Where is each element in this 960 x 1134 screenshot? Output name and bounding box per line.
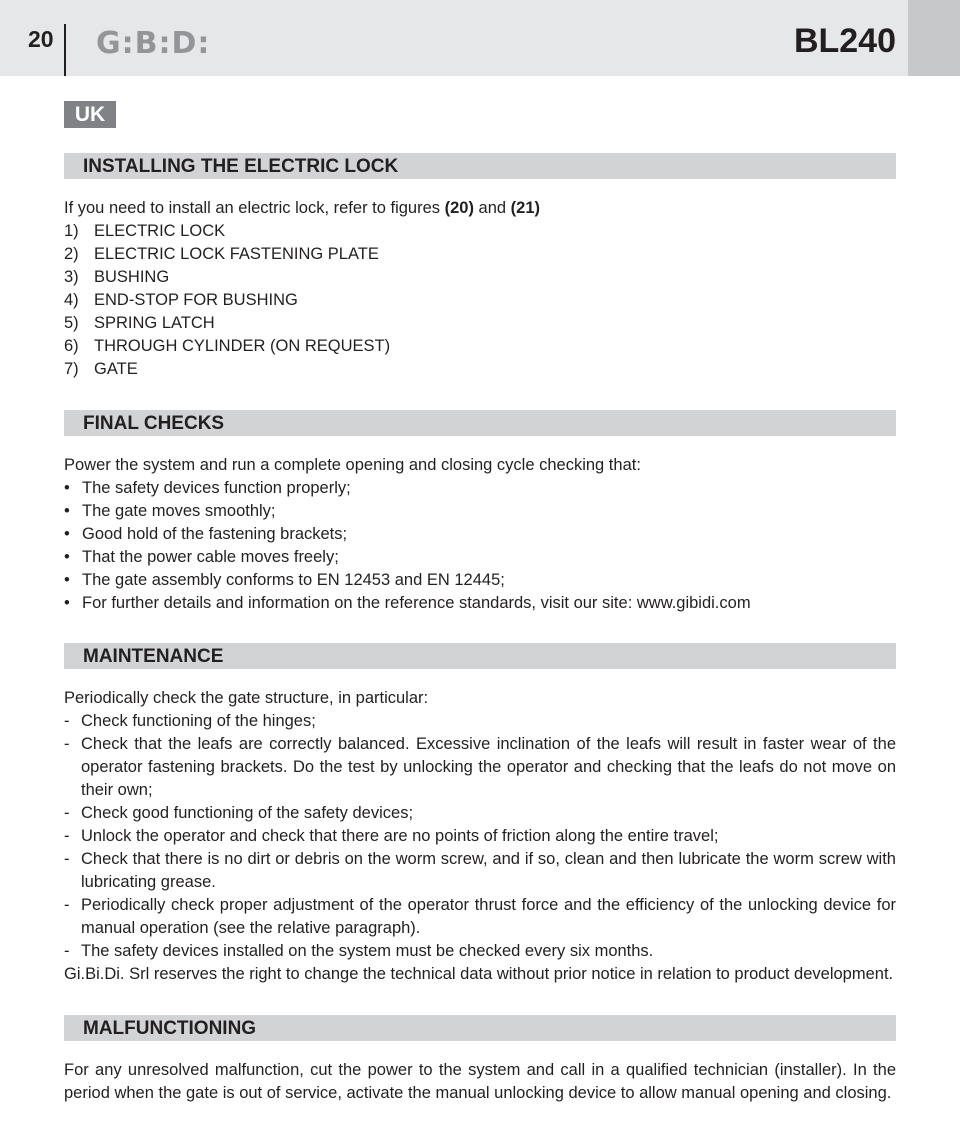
list-item: 6) THROUGH CYLINDER (ON REQUEST) [64,337,391,355]
intro-and: and [473,199,511,217]
intro-text: If you need to install an electric lock, refer to figures [64,199,445,217]
section-title-malfunctioning: MALFUNCTIONING [64,1015,896,1041]
final-checks-list [64,477,896,615]
maintenance-intro: Periodically check the gate structure, in particular: [64,689,429,707]
list-item: • The gate moves smoothly; [64,502,276,520]
list-item: 1) ELECTRIC LOCK [64,222,226,240]
header-tab [908,0,960,76]
list-item: 3) BUSHING [64,268,170,286]
document-content [64,153,896,1134]
section-malfunctioning [64,1015,896,1105]
list-item: - Check functioning of the hinges; [64,712,316,730]
final-checks-intro: Power the system and run a complete opening and closing cycle checking that: [64,456,641,474]
list-item: 2) ELECTRIC LOCK FASTENING PLATE [64,245,379,263]
list-item: • The safety devices function properly; [64,479,351,497]
section-title-maintenance: MAINTENANCE [64,643,896,669]
list-item: - Unlock the operator and check that there are no points of friction along the entire travel; [64,827,719,845]
malfunctioning-text: For any unresolved malfunction, cut the power to the system and call in a qualified technician (installer). In the period when the gate is out of service, activate the manual unlocking device to allow manual opening and closing. [64,1061,896,1102]
figure-ref-20: (20) [444,199,474,217]
page-header [0,0,960,76]
list-item: • For further details and information on the reference standards, visit our site: www.gibidi.com [64,594,751,612]
list-item: 5) SPRING LATCH [64,314,215,332]
section-maintenance [64,643,896,986]
list-item: • Good hold of the fastening brackets; [64,525,348,543]
language-badge: UK [64,101,116,128]
section-electric-lock [64,153,896,381]
section-title-final-checks: FINAL CHECKS [64,410,896,436]
list-item: 4) END-STOP FOR BUSHING [64,291,298,309]
list-item: - Check that there is no dirt or debris on the worm screw, and if so, clean and then lubricate the worm screw with lubricating grease. [64,850,896,891]
list-item: • The gate assembly conforms to EN 12453 and EN 12445; [64,571,505,589]
technical-data-note: Gi.Bi.Di. Srl reserves the right to change the technical data without prior notice in relation to product development. [64,965,894,983]
page-number: 20 [28,26,54,52]
list-item: - Check that the leafs are correctly balanced. Excessive inclination of the leafs will result in faster wear of the operator fastening brackets. Do the test by unlocking the operator and checking that the leafs do not move on their own; [64,735,896,799]
maintenance-list [64,710,896,963]
gibidi-logo: G:B:D: [96,26,211,61]
list-item: - The safety devices installed on the system must be checked every six months. [64,942,654,960]
figure-ref-21: (21) [510,199,540,217]
list-item: - Periodically check proper adjustment of the operator thrust force and the efficiency of the unlocking device for manual operation (see the relative paragraph). [64,896,896,937]
header-divider [64,24,66,76]
list-item: 7) GATE [64,360,138,378]
electric-lock-parts-list [64,220,896,381]
list-item: - Check good functioning of the safety devices; [64,804,414,822]
list-item: • That the power cable moves freely; [64,548,339,566]
section-title-electric-lock: INSTALLING THE ELECTRIC LOCK [64,153,896,179]
section-final-checks [64,410,896,615]
model-name: BL240 [793,22,896,60]
electric-lock-intro [64,197,896,220]
